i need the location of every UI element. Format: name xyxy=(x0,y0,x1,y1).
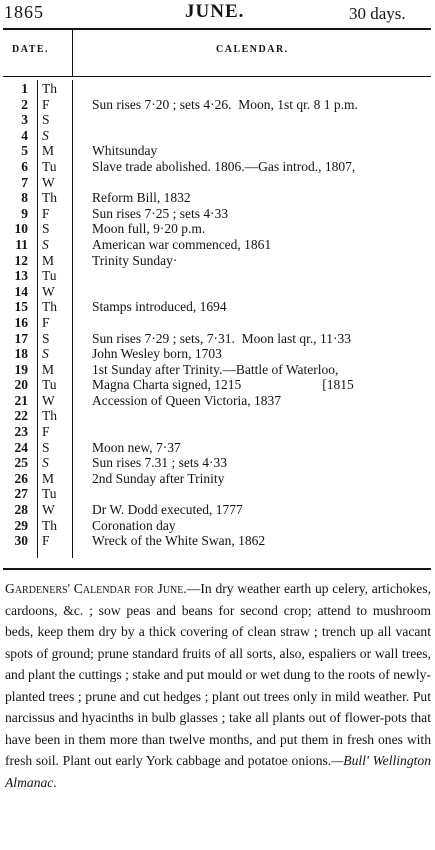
day-number: 16 xyxy=(14,314,28,330)
day-of-week: Th xyxy=(42,190,57,206)
table-row xyxy=(0,175,435,191)
bottom-rule xyxy=(3,568,431,570)
day-number: 27 xyxy=(14,486,28,502)
calendar-event: Slave trade abolished. 1806.—Gas introd., 1807, xyxy=(92,158,356,174)
gardeners-title: Gardeners' Calendar for June. xyxy=(5,581,187,596)
table-row xyxy=(0,112,435,128)
month-title: JUNE. xyxy=(185,1,245,22)
table-row xyxy=(0,299,435,315)
table-row xyxy=(0,440,435,456)
calendar-event: Whitsunday xyxy=(92,143,158,159)
calendar-event: Wreck of the White Swan, 1862 xyxy=(92,533,266,549)
year-label: 1865 xyxy=(4,2,44,22)
table-row xyxy=(0,346,435,362)
day-number: 30 xyxy=(14,533,28,549)
date-column-header: DATE. xyxy=(12,44,50,55)
top-rule xyxy=(3,28,431,30)
day-of-week: M xyxy=(42,252,55,268)
day-of-week: W xyxy=(42,283,55,299)
day-number: 23 xyxy=(14,424,28,440)
table-row xyxy=(0,455,435,471)
day-of-week: Th xyxy=(42,408,57,424)
day-number: 26 xyxy=(14,470,28,486)
day-of-week: Tu xyxy=(42,158,57,174)
table-row xyxy=(0,97,435,113)
table-row xyxy=(0,159,435,175)
calendar-event: Moon full, 9·20 p.m. xyxy=(92,221,206,237)
day-number: 14 xyxy=(14,283,28,299)
day-of-week: S xyxy=(42,330,50,346)
calendar-event: Stamps introduced, 1694 xyxy=(92,299,227,315)
table-row xyxy=(0,486,435,502)
table-row xyxy=(0,284,435,300)
day-of-week: W xyxy=(42,174,55,190)
day-number: 19 xyxy=(14,361,28,377)
day-of-week: F xyxy=(42,314,50,330)
day-number: 25 xyxy=(14,455,28,471)
header-rule xyxy=(3,76,431,77)
day-of-week: M xyxy=(42,143,55,159)
calendar-event: 2nd Sunday after Trinity xyxy=(92,470,225,486)
day-of-week: F xyxy=(42,205,50,221)
day-of-week: S xyxy=(42,455,49,471)
calendar-event: Coronation day xyxy=(92,517,176,533)
table-row xyxy=(0,424,435,440)
day-of-week: W xyxy=(42,502,55,518)
calendar-event: Magna Charta signed, 1215 [1815 xyxy=(92,377,354,393)
day-number: 20 xyxy=(14,377,28,393)
calendar-event: Trinity Sunday· xyxy=(92,252,178,268)
header-column-divider xyxy=(72,30,73,76)
day-number: 24 xyxy=(14,439,28,455)
day-number: 22 xyxy=(14,408,28,424)
page-header xyxy=(0,0,435,30)
day-number: 18 xyxy=(14,346,28,362)
calendar-event: Sun rises 7·29 ; sets, 7·31. Moon last qr., 11·33 xyxy=(92,330,351,346)
day-of-week: S xyxy=(42,127,49,143)
table-row xyxy=(0,377,435,393)
table-row xyxy=(0,268,435,284)
day-number: 11 xyxy=(15,236,28,252)
day-number: 9 xyxy=(21,205,28,221)
calendar-event: American war commenced, 1861 xyxy=(92,236,272,252)
table-row xyxy=(0,362,435,378)
day-number: 21 xyxy=(14,392,28,408)
day-number: 6 xyxy=(21,158,28,174)
table-row xyxy=(0,471,435,487)
day-of-week: F xyxy=(42,424,50,440)
table-row xyxy=(0,190,435,206)
table-row xyxy=(0,206,435,222)
day-number: 5 xyxy=(21,143,28,159)
table-row xyxy=(0,253,435,269)
day-number: 10 xyxy=(14,221,28,237)
table-row xyxy=(0,143,435,159)
day-of-week: Th xyxy=(42,517,57,533)
table-row xyxy=(0,315,435,331)
day-number: 3 xyxy=(21,112,28,128)
gardeners-source: —Bull' Wellington Almanac. xyxy=(5,753,432,790)
table-row xyxy=(0,221,435,237)
calendar-event: Accession of Queen Victoria, 1837 xyxy=(92,392,282,408)
day-of-week: Tu xyxy=(42,377,57,393)
days-count: 30 days. xyxy=(349,4,406,23)
calendar-event: Reform Bill, 1832 xyxy=(92,190,191,206)
day-of-week: F xyxy=(42,533,50,549)
gardeners-calendar xyxy=(5,578,431,793)
day-of-week: Tu xyxy=(42,268,57,284)
day-of-week: W xyxy=(42,392,55,408)
day-of-week: S xyxy=(42,221,50,237)
calendar-event: Moon new, 7·37 xyxy=(92,439,181,455)
day-of-week: M xyxy=(42,361,55,377)
calendar-event: Sun rises 7·25 ; sets 4·33 xyxy=(92,205,229,221)
calendar-event: 1st Sunday after Trinity.—Battle of Waterloo, xyxy=(92,361,339,377)
calendar-event: Dr W. Dodd executed, 1777 xyxy=(92,502,243,518)
calendar-column-header: CALENDAR. xyxy=(216,44,289,55)
day-of-week: S xyxy=(42,346,49,362)
day-number: 15 xyxy=(14,299,28,315)
day-number: 28 xyxy=(14,502,28,518)
table-row xyxy=(0,533,435,549)
day-number: 7 xyxy=(21,174,28,190)
day-of-week: F xyxy=(42,96,50,112)
day-of-week: Th xyxy=(42,299,57,315)
table-row xyxy=(0,518,435,534)
day-number: 29 xyxy=(14,517,28,533)
table-row xyxy=(0,408,435,424)
day-of-week: Tu xyxy=(42,486,57,502)
day-of-week: S xyxy=(42,112,50,128)
calendar-event: Sun rises 7.31 ; sets 4·33 xyxy=(92,455,227,471)
table-row xyxy=(0,81,435,97)
day-of-week: S xyxy=(42,236,49,252)
calendar-event: Sun rises 7·20 ; sets 4·26. Moon, 1st qr. 8 1 p.m. xyxy=(92,96,358,112)
table-row xyxy=(0,393,435,409)
day-of-week: S xyxy=(42,439,50,455)
day-number: 4 xyxy=(21,127,28,143)
day-of-week: M xyxy=(42,470,55,486)
day-number: 13 xyxy=(14,268,28,284)
day-number: 12 xyxy=(14,252,28,268)
day-number: 2 xyxy=(21,96,28,112)
table-row xyxy=(0,331,435,347)
gardeners-body: —In dry weather earth up celery, artichokes, cardoons, &c. ; sow peas and beans for second crop; attend to mushroom beds, keep them dry by a thick covering of clean straw ; trench up all vacant spots of ground; prune standard fruits of all sorts, also, espaliers or wall trees, and plant the cuttings ; stake and put mould or wet dung to the roots of newly-planted trees ; prune and cut hedges ; plant out trees only in mild weather. Put narcissus and hyacinths in bulb glasses ; take all plants out of flower-pots that have been in them more than twelve months, and put them in fresh ones with fresh soil. Plant out early York cabbage and potatoe onions. xyxy=(5,581,432,768)
calendar-table xyxy=(0,81,435,549)
table-row xyxy=(0,237,435,253)
calendar-event: John Wesley born, 1703 xyxy=(92,346,222,362)
day-of-week: Th xyxy=(42,81,57,96)
table-row xyxy=(0,128,435,144)
day-number: 17 xyxy=(14,330,28,346)
day-number: 8 xyxy=(21,190,28,206)
day-number: 1 xyxy=(21,81,28,96)
table-row xyxy=(0,502,435,518)
